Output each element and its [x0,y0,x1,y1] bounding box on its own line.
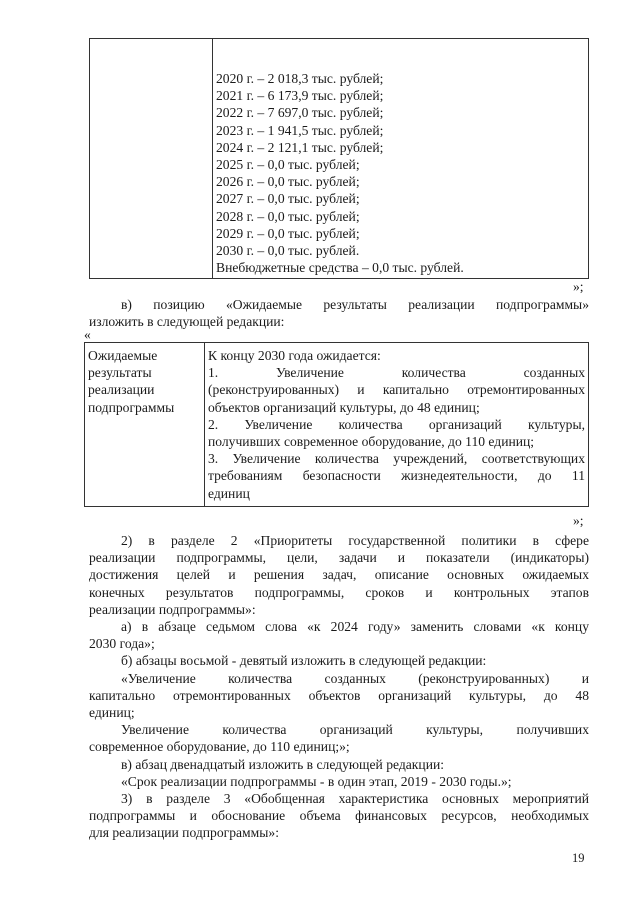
results-content-line: требованиям безопасности жизнедеятельности, до 11 [208,468,585,484]
paragraph-line: капитально отремонтированных объектов организаций культуры, до 48 [89,687,589,703]
funding-line: Внебюджетные средства – 0,0 тыс. рублей. [216,260,464,276]
results-content-line: объектов организаций культуры, до 48 единиц; [208,399,480,415]
paragraph-line: 2) в разделе 2 «Приоритеты государственной политики в сфере [121,533,589,548]
results-label-cell [85,343,205,507]
results-content-line: получивших современное оборудование, до 110 единиц; [208,434,535,450]
funding-line: 2021 г. – 6 173,9 тыс. рублей; [216,88,384,104]
funding-table-values-cell [213,39,589,279]
funding-line: 2026 г. – 0,0 тыс. рублей; [216,174,360,190]
paragraph-line: «Срок реализации подпрограммы - в один этап, 2019 - 2030 годы.»; [121,773,512,789]
funding-table-label-cell [90,39,213,279]
paragraph-line: в) абзац двенадцатый изложить в следующей редакции: [121,756,445,772]
funding-line: 2024 г. – 2 121,1 тыс. рублей; [216,139,384,155]
closing-quote-mark: »; [573,513,584,528]
results-content-line: К концу 2030 года ожидается: [208,348,381,363]
paragraph-line: подпрограммы и обоснование объема финансовых ресурсов, необходимых [89,808,589,824]
results-content-line: (реконструированных) и капитально отремонтированных [208,382,585,398]
funding-line: 2022 г. – 7 697,0 тыс. рублей; [216,105,384,121]
funding-line: 2020 г. – 2 018,3 тыс. рублей; [216,71,384,86]
paragraph-line: достижения целей и решения задач, описание основных ожидаемых [89,567,589,583]
table-row [90,39,589,279]
funding-line: 2029 г. – 0,0 тыс. рублей; [216,225,360,241]
paragraph-line: Увеличение количества организаций культуры, получивших [121,722,589,738]
funding-line: 2028 г. – 0,0 тыс. рублей; [216,208,360,224]
paragraph-line: современное оборудование, до 110 единиц;»; [89,739,350,755]
paragraph-line: реализации подпрограммы»: [89,601,256,617]
opening-quote-mark: « [84,327,91,342]
funding-line: 2027 г. – 0,0 тыс. рублей; [216,191,360,207]
paragraph-line: реализации подпрограммы, цели, задачи и показатели (индикаторы) [89,550,589,566]
results-content-cell [205,343,589,507]
funding-line: 2025 г. – 0,0 тыс. рублей; [216,157,360,173]
paragraph-line: «Увеличение количества созданных (реконструированных) и [121,670,589,686]
results-label-line: результаты [88,365,152,381]
paragraph-line: в) позицию «Ожидаемые результаты реализации подпрограммы» [121,297,589,312]
expected-results-table [84,342,589,507]
table-row [85,343,589,507]
funding-line: 2030 г. – 0,0 тыс. рублей. [216,243,360,259]
results-content-line: 2. Увеличение количества организаций культуры, [208,416,585,432]
paragraph-line: изложить в следующей редакции: [89,314,285,330]
results-content-line: 1. Увеличение количества созданных [208,365,585,381]
page-number: 19 [572,851,585,865]
closing-quote-mark: »; [573,279,584,294]
funding-table [89,38,589,279]
paragraph-line: для реализации подпрограммы»: [89,825,279,841]
section-2-body [89,532,589,842]
paragraph-v [89,296,589,330]
results-label-line: Ожидаемые [88,348,158,363]
paragraph-line: единиц; [89,705,135,721]
paragraph-line: б) абзацы восьмой - девятый изложить в следующей редакции: [121,653,487,669]
paragraph-line: 2030 года»; [89,636,155,652]
funding-line: 2023 г. – 1 941,5 тыс. рублей; [216,122,384,138]
paragraph-line: 3) в разделе 3 «Обобщенная характеристика основных мероприятий [121,791,589,807]
paragraph-line: а) в абзаце седьмом слова «к 2024 году» заменить словами «к концу [121,619,589,635]
results-content-line: 3. Увеличение количества учреждений, соответствующих [208,451,585,467]
results-label-line: подпрограммы [88,399,175,415]
results-content-line: единиц [208,485,250,501]
results-label-line: реализации [88,382,155,398]
paragraph-line: конечных результатов подпрограммы, сроков и контрольных этапов [89,584,589,600]
